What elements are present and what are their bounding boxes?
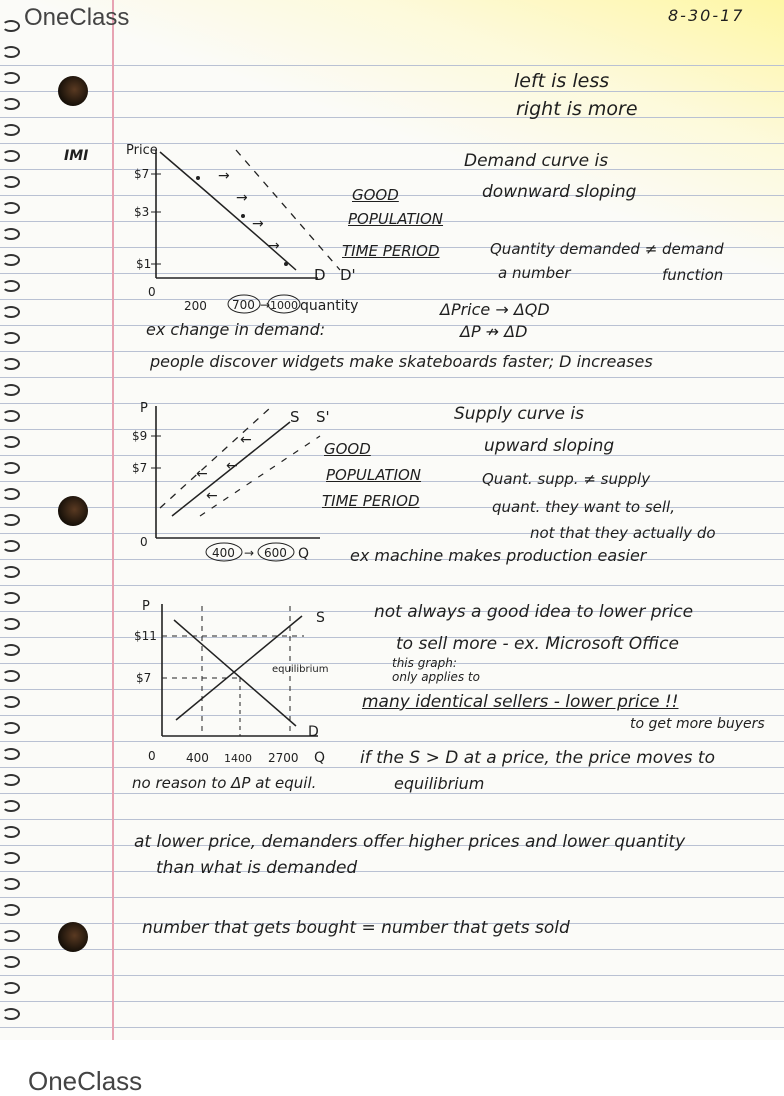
supply-curve-label-s: S: [290, 408, 300, 426]
demand-xtick-arrow: →: [260, 298, 271, 312]
supply-arrow-1: ←: [240, 432, 252, 448]
logo-text-bottom: OneClass: [28, 1066, 143, 1096]
date-text: 8-30-17: [668, 6, 745, 25]
supply-curve-label-s-prime: S': [316, 408, 330, 426]
oneclass-logo-bottom: [28, 1066, 142, 1096]
oneclass-logo-top: [24, 4, 129, 32]
bottom-note-1: at lower price, demanders offer higher prices and lower quantity: [134, 832, 686, 852]
margin-scribble: IMI: [64, 148, 89, 164]
equilibrium-rule-2: equilibrium: [394, 774, 485, 793]
demand-heading-1: Demand curve is: [464, 151, 609, 171]
equilibrium-applies-2: only applies to: [392, 670, 480, 684]
equilibrium-origin: 0: [148, 749, 156, 763]
equilibrium-note-1: not always a good idea to lower price: [374, 602, 694, 622]
demand-delta-2: ΔP ↛ ΔD: [460, 322, 528, 341]
demand-x-label: quantity: [300, 298, 359, 314]
supply-xtick-arrow: →: [244, 546, 255, 560]
supply-xtick-400: 400: [212, 546, 235, 560]
demand-xtick-700: 700: [232, 298, 255, 312]
supply-condition-population: POPULATION: [326, 466, 422, 484]
equilibrium-ytick-11: $11: [134, 629, 157, 643]
supply-arrow-2: ←: [196, 466, 208, 482]
equilibrium-rule-1: if the S > D at a price, the price moves to: [360, 748, 715, 768]
demand-example: people discover widgets make skateboards faster; D increases: [150, 352, 653, 371]
demand-ytick-1: $1: [136, 257, 152, 271]
supply-condition-time-period: TIME PERIOD: [322, 492, 420, 510]
binder-hole-middle: [58, 496, 88, 526]
supply-heading-1: Supply curve is: [454, 404, 584, 424]
equilibrium-xtick-1400: 1400: [224, 752, 252, 765]
demand-arrow-1: →: [218, 168, 230, 184]
equilibrium-graph: [118, 594, 358, 770]
equilibrium-curve-label-s: S: [316, 610, 325, 626]
equilibrium-x-label: Q: [314, 750, 326, 766]
demand-qd-note-1: Quantity demanded ≠ demand: [490, 240, 724, 258]
demand-curve-label-d: D: [314, 266, 326, 284]
binder-hole-bottom: [58, 922, 88, 952]
bottom-note-3: number that gets bought = number that gets sold: [142, 918, 570, 938]
note-right-is-more: right is more: [516, 98, 638, 120]
demand-graph: [118, 138, 368, 320]
demand-ytick-3: $3: [134, 205, 150, 219]
equilibrium-y-label: P: [142, 599, 150, 614]
demand-curve-d-prime: [236, 150, 340, 270]
note-left-is-less: left is less: [514, 70, 610, 92]
binder-hole-top: [58, 76, 88, 106]
demand-arrow-2: →: [236, 190, 248, 206]
demand-xtick-200: 200: [184, 299, 207, 313]
equilibrium-note-2: to sell more - ex. Microsoft Office: [396, 634, 679, 654]
supply-condition-good: GOOD: [324, 440, 371, 458]
supply-qs-note-2: quant. they want to sell,: [492, 498, 675, 516]
equilibrium-xtick-400: 400: [186, 751, 209, 765]
demand-condition-population: POPULATION: [348, 210, 444, 228]
demand-condition-good: GOOD: [352, 186, 399, 204]
demand-arrow-3: →: [252, 216, 264, 232]
demand-condition-time-period: TIME PERIOD: [342, 242, 440, 260]
equilibrium-no-reason: no reason to ΔP at equil.: [132, 774, 317, 792]
equilibrium-applies-1: this graph:: [392, 656, 457, 670]
demand-heading-2: downward sloping: [482, 182, 637, 202]
supply-qs-note-1: Quant. supp. ≠ supply: [482, 470, 651, 488]
bottom-note-2: than what is demanded: [156, 858, 358, 878]
demand-arrow-4: →: [268, 238, 280, 254]
equilibrium-label: equilibrium: [272, 664, 329, 675]
supply-arrow-3: ←: [226, 458, 238, 474]
supply-y-label: P: [140, 401, 148, 416]
supply-example: ex machine makes production easier: [350, 546, 647, 565]
demand-xtick-1000: 1000: [270, 299, 298, 312]
supply-arrow-4: ←: [206, 488, 218, 504]
equilibrium-xtick-2700: 2700: [268, 751, 299, 765]
demand-qd-note-2: a number: [498, 264, 571, 282]
supply-heading-2: upward sloping: [484, 436, 615, 456]
demand-delta-1: ΔPrice → ΔQD: [440, 300, 550, 319]
equilibrium-ytick-7: $7: [136, 671, 152, 685]
supply-ytick-9: $9: [132, 429, 148, 443]
demand-example-label: ex change in demand:: [146, 320, 326, 339]
demand-y-label: Price: [126, 143, 158, 158]
demand-origin: 0: [148, 285, 156, 299]
equilibrium-curve-label-d: D: [308, 724, 319, 740]
logo-text: OneClass: [24, 4, 130, 31]
margin-line: [112, 0, 114, 1040]
supply-ytick-7: $7: [132, 461, 148, 475]
demand-curve-label-d-prime: D': [340, 266, 356, 284]
supply-qs-note-3: not that they actually do: [530, 524, 716, 542]
supply-x-label: Q: [298, 546, 310, 562]
equilibrium-buyers: to get more buyers: [630, 716, 765, 732]
supply-xtick-600: 600: [264, 546, 287, 560]
demand-ytick-7: $7: [134, 167, 150, 181]
supply-origin: 0: [140, 535, 148, 549]
equilibrium-sellers: many identical sellers - lower price !!: [362, 692, 679, 712]
demand-qd-note-3: function: [662, 266, 724, 284]
